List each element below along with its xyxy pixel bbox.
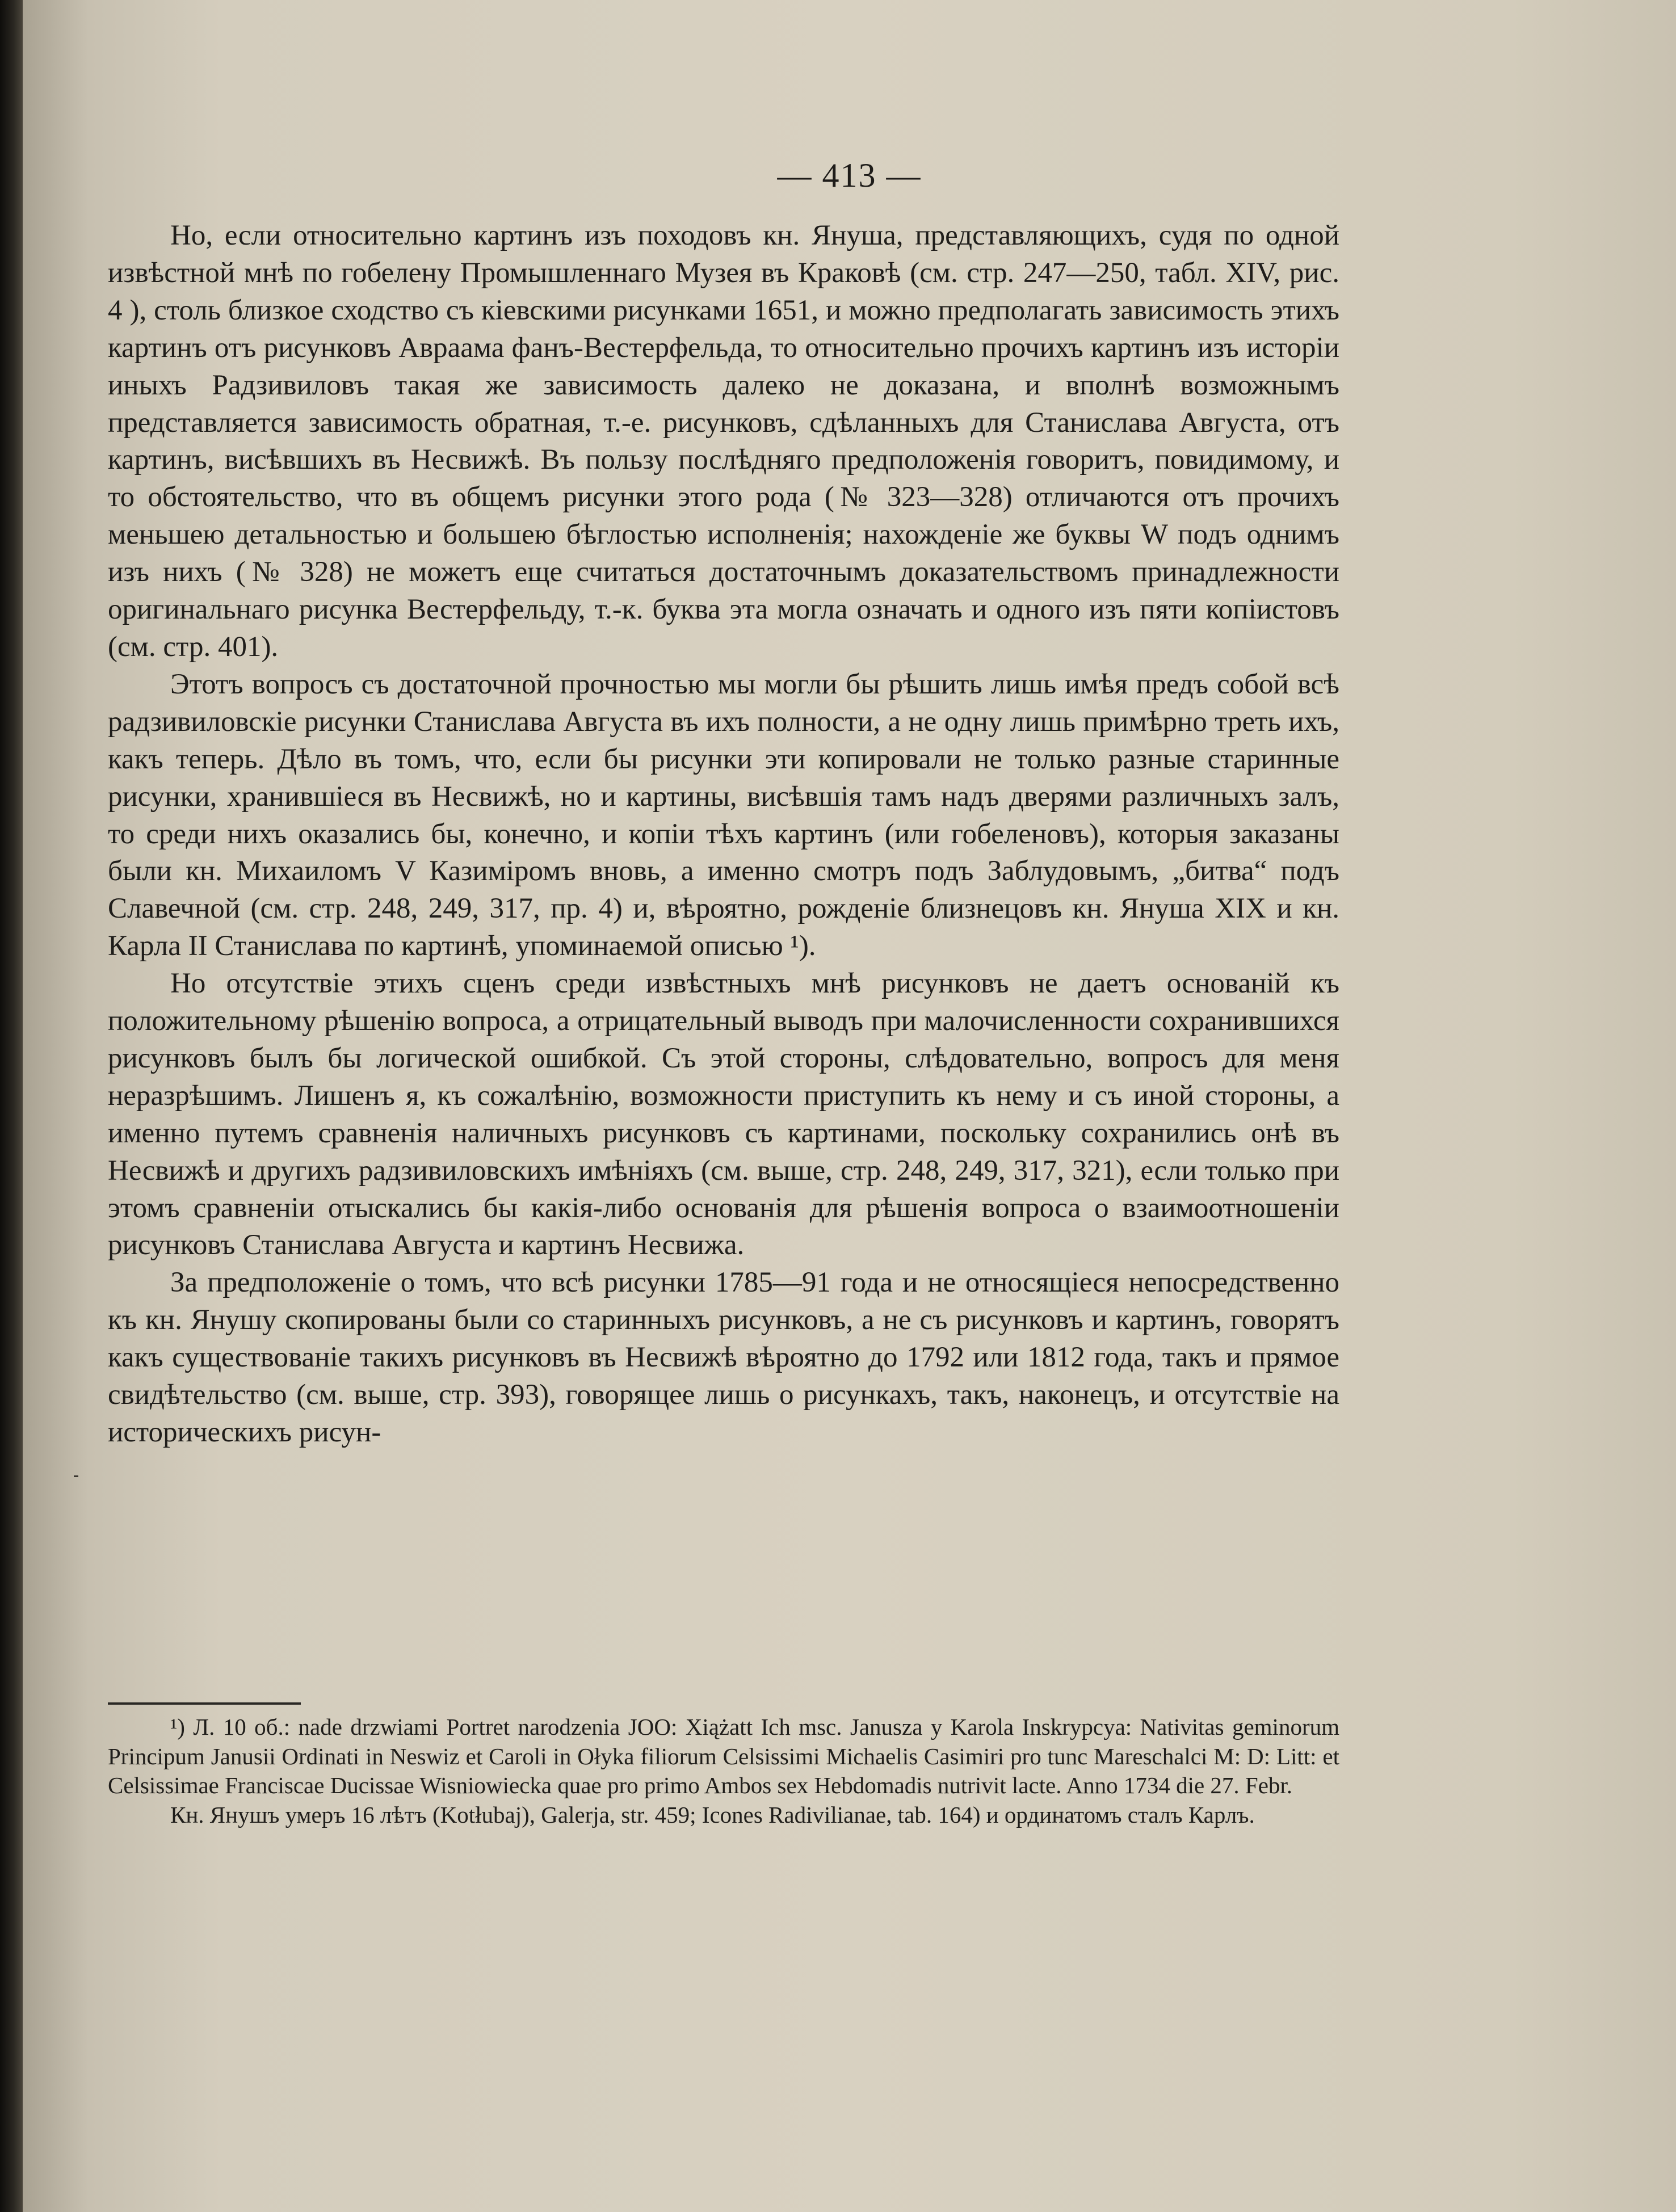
footnotes bbox=[108, 1713, 1339, 1830]
footnote-continuation: Кн. Янушъ умеръ 16 лѣтъ (Kotłubaj), Galerja, str. 459; Icones Radivilianae, tab. 164) и ординатомъ сталъ Карлъ. bbox=[170, 1801, 1255, 1828]
book-spine-shadow bbox=[0, 0, 23, 2212]
book-page bbox=[23, 0, 1676, 2212]
footnote-divider bbox=[108, 1702, 301, 1705]
paragraph: Этотъ вопросъ съ достаточной прочностью мы могли бы рѣшить лишь имѣя предъ собой всѣ радзивиловскіе рисунки Станислава Августа въ ихъ полности, а не одну лишь примѣрно треть ихъ, какъ теперь. Дѣло въ томъ, что, если бы рисунки эти копировали не только разные старинные рисунки, хранившіеся въ Несвижѣ, но и картины, висѣвшія тамъ надъ дверями различныхъ залъ, то среди нихъ оказались бы, конечно, и копіи тѣхъ картинъ (или гобеленовъ), которыя заказаны были кн. Михаиломъ V Казиміромъ вновь, а именно смотръ подъ Заблудовымъ, „битва“ подъ Славечной (см. стр. 248, 249, 317, пр. 4) и, вѣроятно, рожденіе близнецовъ кн. Януша XIX и кн. Карла II Станислава по картинѣ, упоминаемой описью ¹). bbox=[108, 668, 1339, 962]
paragraph: Но отсутствіе этихъ сценъ среди извѣстныхъ мнѣ рисунковъ не даетъ основаній къ положительному рѣшенію вопроса, а отрицательный выводъ при малочисленности сохранившихся рисунковъ былъ бы логической ошибкой. Съ этой стороны, слѣдовательно, вопросъ для меня неразрѣшимъ. Лишенъ я, къ сожалѣнію, возможности приступить къ нему и съ иной стороны, а именно путемъ сравненія наличныхъ рисунковъ съ картинами, поскольку сохранились онѣ въ Несвижѣ и другихъ радзивиловскихъ имѣніяхъ (см. выше, стр. 248, 249, 317, 321), если только при этомъ сравненіи отыскались бы какія-либо основанія для рѣшенія вопроса о взаимоотношеніи рисунковъ Станислава Августа и картинъ Несвижа. bbox=[108, 968, 1339, 1261]
margin-mark bbox=[74, 1475, 78, 1477]
paragraph: За предположеніе о томъ, что всѣ рисунки 1785—91 года и не относящіеся непосредственно къ кн. Янушу скопированы были со старинныхъ рисунковъ, а не съ рисунковъ и картинъ, говорятъ какъ существованіе такихъ рисунковъ въ Несвижѣ вѣроятно до 1792 или 1812 года, такъ и прямое свидѣтельство (см. выше, стр. 393), говорящее лишь о рисункахъ, такъ, наконецъ, и отсутствіе на историческихъ рисун- bbox=[108, 1267, 1339, 1448]
paragraph: Но, если относительно картинъ изъ походовъ кн. Януша, представляющихъ, судя по одной извѣстной мнѣ по гобелену Промышленнаго Музея въ Краковѣ (см. стр. 247—250, табл. XIV, рис. 4 ), столь близкое сходство съ кіевскими рисунками 1651, и можно предполагать зависимость этихъ картинъ отъ рисунковъ Авраама фанъ-Вестерфельда, то относительно прочихъ картинъ изъ исторіи иныхъ Радзивиловъ такая же зависимость далеко не доказана, и вполнѣ возможнымъ представляется зависимость обратная, т.-е. рисунковъ, сдѣланныхъ для Станислава Августа, отъ картинъ, висѣвшихъ въ Несвижѣ. Въ пользу послѣдняго предположенія говоритъ, повидимому, и то обстоятельство, что въ общемъ рисунки этого рода (№ 323—328) отличаются отъ прочихъ меньшею детальностью и большею бѣглостью исполненія; нахожденіе же буквы W подъ однимъ изъ нихъ (№ 328) не можетъ еще считаться достаточнымъ доказательствомъ принадлежности оригинальнаго рисунка Вестерфельду, т.-к. буква эта могла означать и одного изъ пяти копіистовъ (см. стр. 401). bbox=[108, 220, 1339, 663]
page-number: — 413 — bbox=[777, 157, 922, 194]
footnote: ¹) Л. 10 об.: nade drzwiami Portret narodzenia JOO: Xiążatt Ich msc. Janusza y Karola Inskrypcya: Nativitas geminorum Principum Janusii Ordinati in Neswiz et Caroli in Ołyka filiorum Celsissimi Michaelis Casimiri pro tunc Mareschalci M: D: Litt: et Celsissimae Franciscae Ducissae Wisniowiecka quae pro primo Ambos sex Hebdomadis nutrivit lacte. Anno 1734 die 27. Febr. bbox=[108, 1714, 1339, 1798]
main-text bbox=[108, 217, 1339, 1452]
